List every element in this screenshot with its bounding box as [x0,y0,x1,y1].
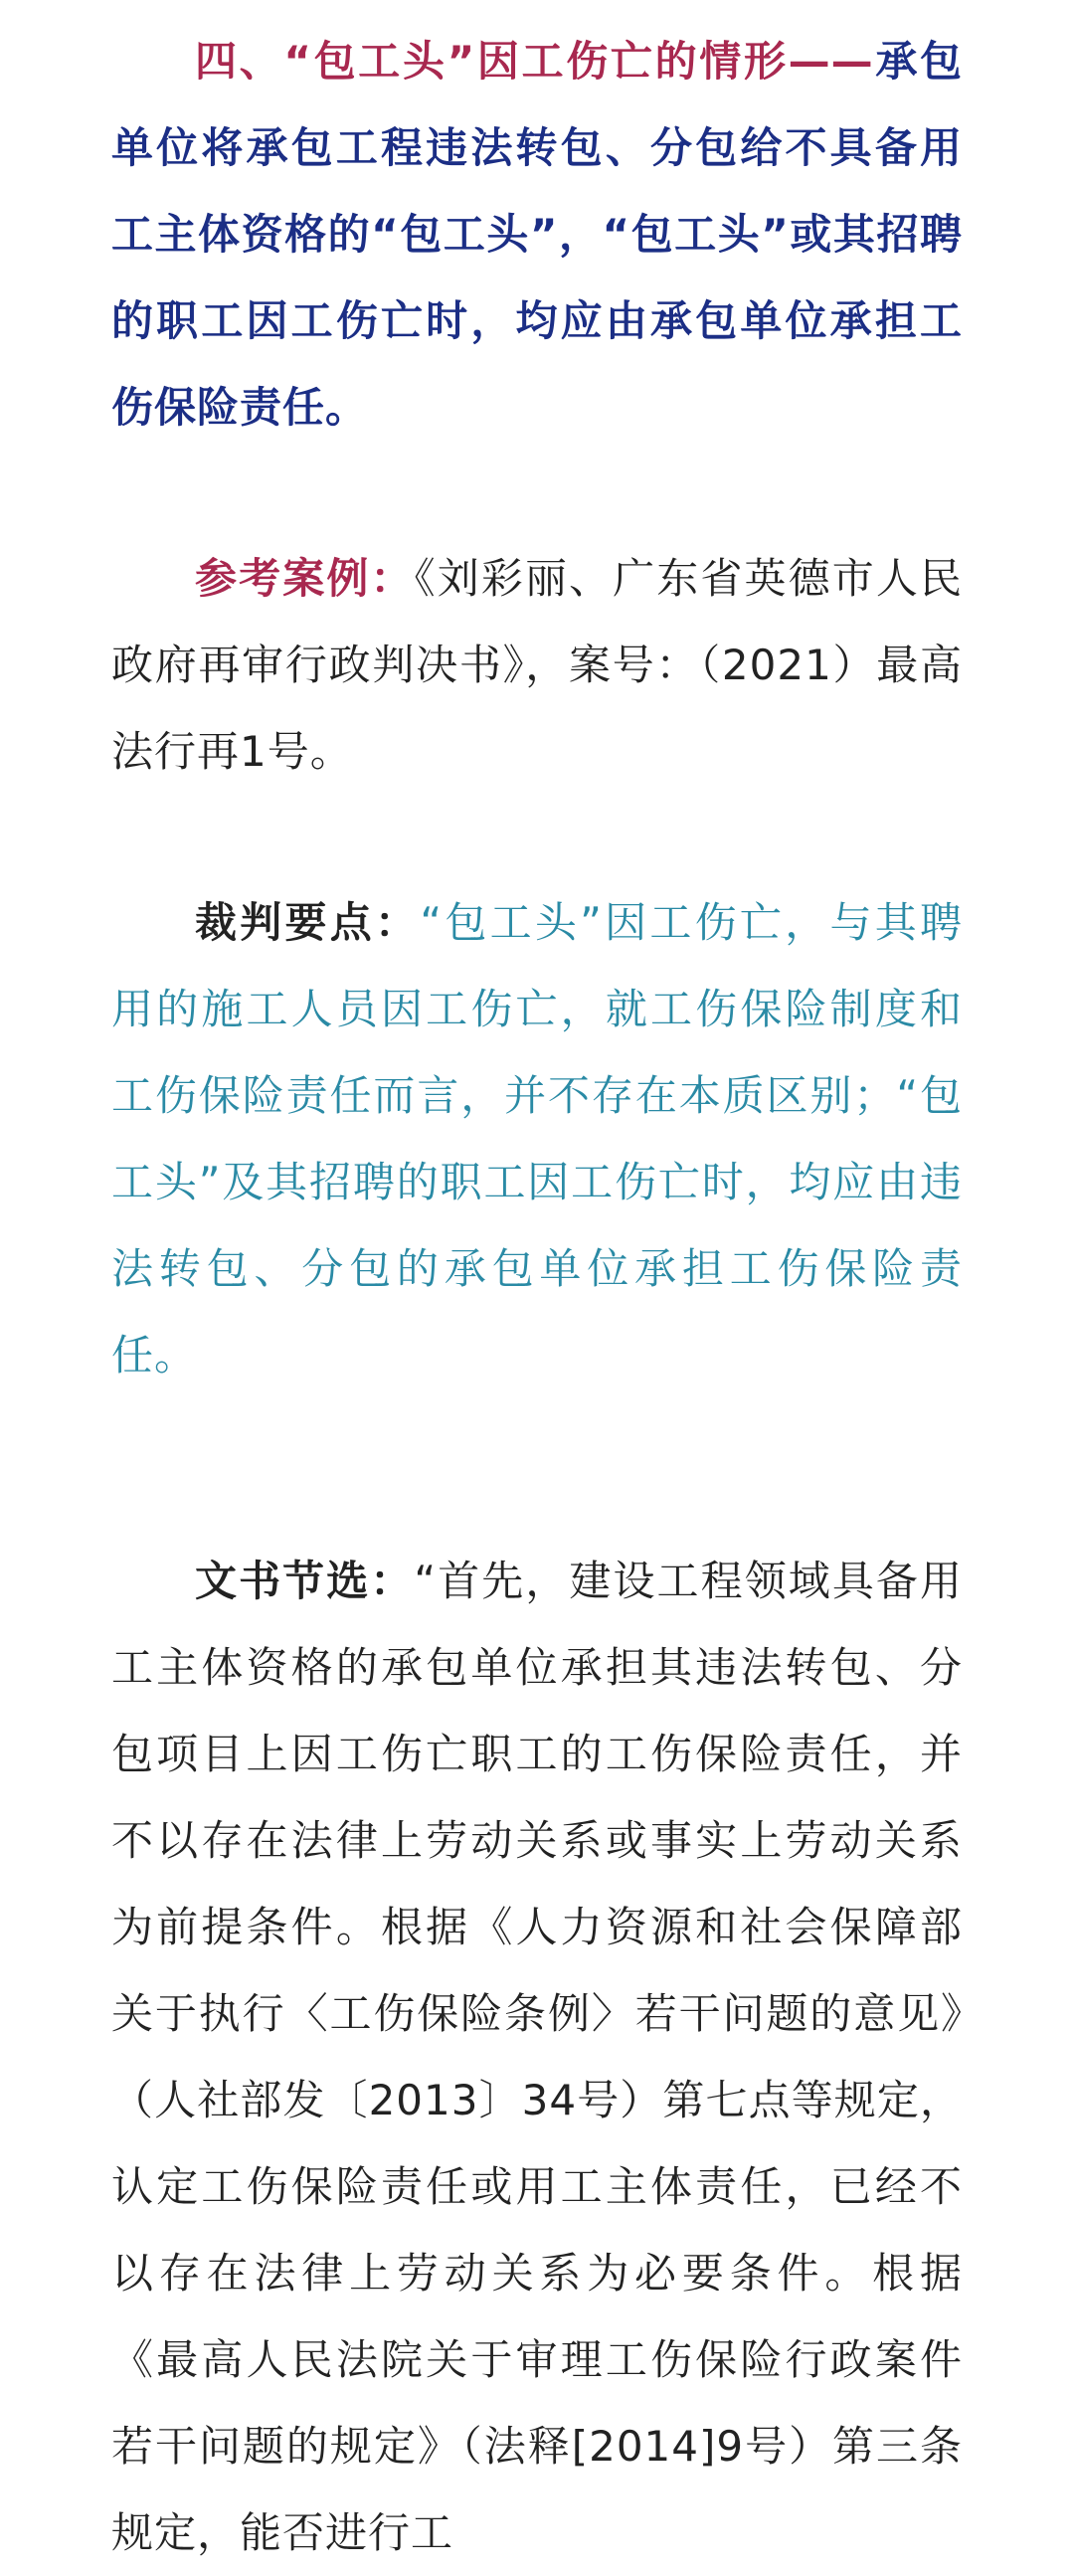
document-excerpt-paragraph [111,1538,963,2576]
reference-case-text: 《刘彩丽、广东省英德市人民政府再审行政判决书》，案号：（2021）最高法行再1号。 [111,554,963,776]
reference-case-paragraph [111,535,963,795]
document-excerpt-label: 文书节选： [195,1557,415,1605]
reference-case-label: 参考案例： [195,554,415,603]
document-excerpt-text: “首先，建设工程领域具备用工主体资格的承包单位承担其违法转包、分包项目上因工伤亡职工的工伤保险责任，并不以存在法律上劳动关系或事实上劳动关系为前提条件。根据《人力资源和社会保障部关于执行〈工伤保险条例〉若干问题的意见》（人社部发〔2013〕34号）第七点等规定，认定工伤保险责任或用工主体责任，已经不以存在法律上劳动关系为必要条件。根据《最高人民法院关于审理工伤保险行政案件若干问题的规定》（法释[2014]9号）第三条规定，能否进行工 [111,1557,963,2557]
key-points-paragraph [111,879,963,1398]
heading-lead: 四、“包工头”因工伤亡的情形—— [195,37,874,86]
key-points-text: “包工头”因工伤亡，与其聘用的施工人员因工伤亡，就工伤保险制度和工伤保险责任而言，并不存在本质区别；“包工头”及其招聘的职工因工伤亡时，均应由违法转包、分包的承包单位承担工伤保险责任。 [111,898,963,1380]
key-points-label: 裁判要点： [195,898,421,947]
section-heading [111,18,963,451]
heading-body: 承包单位将承包工程违法转包、分包给不具备用工主体资格的“包工头”，“包工头”或其招聘的职工因工伤亡时，均应由承包单位承担工伤保险责任。 [111,37,963,432]
